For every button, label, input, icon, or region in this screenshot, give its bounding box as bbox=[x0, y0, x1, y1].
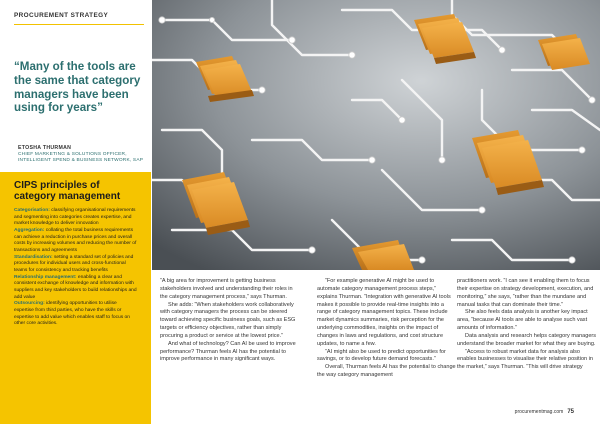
cips-term: Relationship management: bbox=[14, 274, 77, 280]
section-rule bbox=[14, 24, 144, 25]
quote-close-mark: ” bbox=[97, 101, 103, 115]
paragraph: “For example generative AI might be used to automate category management process steps,” explains Thurman. “Integration with generative AI tools makes it possible to provide real-time insights into a range of category management topics. These include market dynamics summaries, risk perception for the underlying commodities, insights on the impact of changes in laws and regulations, and cost structure updates, to name a few. bbox=[317, 278, 451, 347]
hero-image bbox=[152, 0, 600, 270]
paragraph: “AI might also be used to predict opportunities for savings, or to develop future demand forecasts.” bbox=[317, 348, 446, 363]
paragraph: Overall, Thurman feels AI has the potential to change the way category management bbox=[317, 364, 456, 379]
cips-term: Aggregation: bbox=[14, 227, 45, 233]
cips-text: collating the total business requirements can achieve a reduction in purchase prices and overall costs by increasing volumes and reducing the number of transactions and agreements bbox=[14, 227, 137, 253]
section-label: PROCUREMENT STRATEGY bbox=[14, 12, 109, 19]
page-footer bbox=[515, 409, 574, 415]
body-column-2 bbox=[317, 278, 457, 380]
cips-term: Standardisation: bbox=[14, 254, 53, 260]
paragraph: She also feels data analysis is another key impact area, “because AI tools are able to analyse such vast amounts of information.” bbox=[457, 309, 588, 332]
quote-open-mark: “ bbox=[14, 60, 20, 73]
circuit-folders-illustration bbox=[152, 0, 600, 270]
cips-term: Categorisation: bbox=[14, 208, 50, 213]
paragraph: practitioners work. “I can see it enabling them to focus their expertise on strategy development, execution, and monitoring,” she says, “rather than the mundane and manual tasks that can dominate their time.” bbox=[457, 278, 594, 308]
footer-site[interactable]: procurementmag.com bbox=[514, 409, 564, 415]
body-column-1 bbox=[160, 278, 300, 364]
paragraph: “Access to robust market data for analysis also enables businesses to visualise their relative position in the market,” says Thurman. “This will drive strategy bbox=[457, 348, 593, 371]
cips-text: enabling a clear and consistent exchange of knowledge and information with suppliers and key stakeholders to build relationships and add value bbox=[14, 274, 137, 300]
cips-item bbox=[14, 228, 137, 255]
paragraph: Data analysis and research helps category managers understand the broader market for what they are buying. bbox=[457, 332, 597, 347]
cips-text: identifying opportunities to utilise expertise from third parties, who have the skills or expertise to add value which enables staff to focus on other core activities. bbox=[14, 301, 130, 327]
attribution-name: ETOSHA THURMAN bbox=[18, 145, 72, 151]
paragraph: And what of technology? Can AI be used to improve performance? Thurman feels AI has the potential to improve performance in many significant ways. bbox=[160, 340, 296, 363]
cips-item bbox=[14, 301, 137, 328]
cips-title: CIPS principles of category management bbox=[14, 180, 121, 202]
cips-sidebar bbox=[0, 172, 151, 424]
cips-text: setting a standard set of policies and procedures for individual users and cross-functional teams for consistency and tracking benefits bbox=[14, 254, 134, 273]
pull-quote bbox=[14, 60, 144, 115]
cips-item bbox=[14, 275, 137, 302]
cips-text: classifying organisational requirements and segmenting into categories creates expertise, and market knowledge to deliver innovation bbox=[14, 208, 136, 227]
attribution bbox=[18, 145, 148, 164]
cips-term: Outsourcing: bbox=[14, 301, 45, 307]
page-number: 75 bbox=[567, 409, 574, 415]
paragraph: “A big area for improvement is getting business stakeholders involved and understanding their roles in the category management process,” says Thurman. bbox=[160, 278, 293, 300]
quote-text: Many of the tools are the same that category managers have been using for years bbox=[14, 60, 141, 115]
body-column-3 bbox=[457, 278, 597, 372]
cips-item bbox=[14, 208, 137, 228]
paragraph: She adds: “When stakeholders work collaboratively with category managers the process can be steered toward achieving specific business goals, such as ESG targets or efficiency objectives, rather than simply procuring a product or service at the lowest price.” bbox=[160, 301, 296, 339]
cips-item bbox=[14, 255, 137, 275]
attribution-role: CHIEF MARKETING & SOLUTIONS OFFICER, INTELLIGENT SPEND & BUSINESS NETWORK, SAP bbox=[18, 152, 144, 163]
